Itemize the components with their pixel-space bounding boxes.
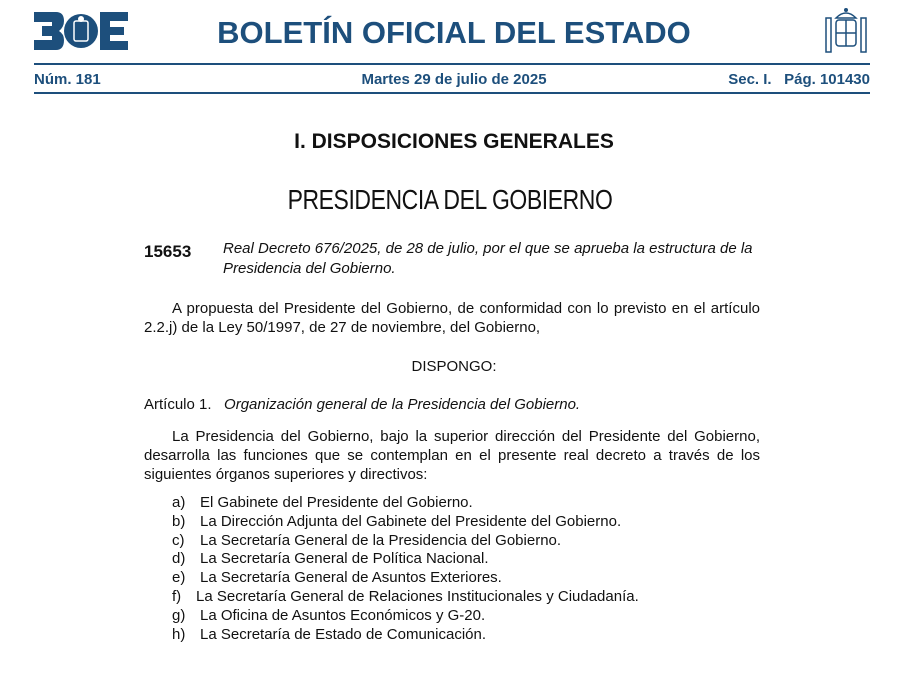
list-item: a) El Gabinete del Presidente del Gobierno.	[172, 494, 473, 511]
list-item: e) La Secretaría General de Asuntos Exteriores.	[172, 569, 502, 587]
issue-date: Martes 29 de julio de 2025	[361, 71, 547, 88]
list-item: h) La Secretaría de Estado de Comunicación.	[172, 625, 487, 643]
organ-list	[172, 494, 772, 644]
coat-of-arms-icon	[822, 6, 870, 56]
header-rule-bottom	[34, 92, 870, 94]
section-title: I. DISPOSICIONES GENERALES	[294, 130, 614, 153]
article-paragraph: La Presidencia del Gobierno, bajo la superior dirección del Presidente del Gobierno, desarrolla las funciones que se contemplan en el presente real decreto a través de los siguientes órganos superiores y directivos:	[144, 428, 760, 483]
entry-number: 15653	[144, 242, 192, 261]
list-item: c) La Secretaría General de la Presidencia del Gobierno.	[172, 531, 562, 549]
section-label: Sec. I.	[728, 71, 772, 88]
page-number: Pág. 101430	[784, 71, 870, 88]
list-item: g) La Oficina de Asuntos Económicos y G-20.	[172, 606, 486, 624]
bulletin-title: BOLETÍN OFICIAL DEL ESTADO	[217, 15, 691, 50]
dispongo: DISPONGO:	[411, 358, 497, 375]
list-item: d) La Secretaría General de Política Nacional.	[172, 550, 489, 568]
article-heading	[144, 395, 760, 414]
preamble: A propuesta del Presidente del Gobierno, de conformidad con lo previsto en el artículo 2.2.j) de la Ley 50/1997, de 27 de noviembre, del Gobierno,	[144, 300, 760, 336]
article-title: Organización general de la Presidencia del Gobierno.	[224, 396, 581, 413]
list-item: b) La Dirección Adjunta del Gabinete del Presidente del Gobierno.	[172, 512, 622, 530]
department-title: PRESIDENCIA DEL GOBIERNO	[287, 184, 613, 215]
header-rule-top	[34, 63, 870, 65]
decree-title: Real Decreto 676/2025, de 28 de julio, por el que se aprueba la estructura de la Presidencia del Gobierno.	[223, 240, 753, 277]
section-page	[728, 71, 870, 88]
list-item: f) La Secretaría General de Relaciones Institucionales y Ciudadanía.	[172, 587, 639, 605]
issue-number: Núm. 181	[34, 71, 101, 88]
article-label: Artículo 1.	[144, 396, 212, 413]
